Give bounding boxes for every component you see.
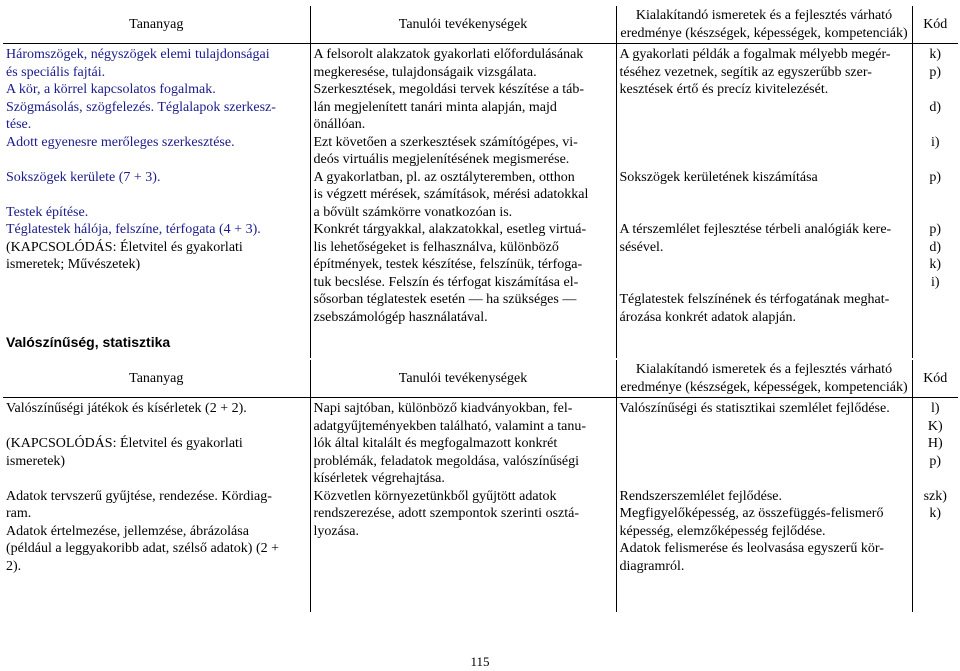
header-kod: Kód bbox=[912, 6, 958, 44]
text-line: sősorban téglatestek esetén — ha szükséges — bbox=[313, 292, 577, 307]
text-line: ismeretek) bbox=[6, 453, 66, 469]
text-line: kísérletek végrehajtása. bbox=[313, 471, 445, 486]
text-line: is végzett mérések, számítások, mérési adatokkal bbox=[313, 187, 589, 202]
header-tanuloi-tevekenysegek: Tanulói tevékenységek bbox=[310, 6, 616, 44]
text-line: diagramról. bbox=[619, 558, 685, 574]
code: H) bbox=[927, 436, 943, 451]
text-line: zsebszámológép használatával. bbox=[313, 309, 488, 325]
text-line: ram. bbox=[6, 506, 32, 521]
text-line: építmények, testek készítése, felszínük, térfoga- bbox=[313, 257, 583, 272]
curriculum-table-geometry bbox=[3, 6, 958, 358]
text-line: Valószínűségi és statisztikai szemlélet fejlődése. bbox=[619, 401, 890, 416]
table-row bbox=[3, 398, 958, 613]
text-line: Sokszögek kerületének kiszámítása bbox=[619, 169, 818, 185]
cell-tanuloi-tevekenysegek bbox=[310, 398, 616, 613]
text-line: A gyakorlatban, pl. az osztályteremben, otthon bbox=[313, 169, 575, 185]
section-title: Valószínűség, statisztika bbox=[6, 334, 171, 350]
text-line: megkeresése, tulajdonságaik vizsgálata. bbox=[313, 64, 537, 80]
code: d) bbox=[929, 239, 942, 255]
code: i) bbox=[930, 274, 940, 290]
text-line: ismeretek; Művészetek) bbox=[6, 257, 141, 272]
text-line: tuk becslése. Felszín és térfogat kiszámítása el- bbox=[313, 274, 579, 290]
text-line: (KAPCSOLÓDÁS: Életvitel és gyakorlati bbox=[6, 239, 243, 255]
code: l) bbox=[930, 401, 940, 416]
page-number: 115 bbox=[470, 654, 490, 669]
text-line: Ezt követően a szerkesztések számítógépes, vi- bbox=[313, 134, 578, 150]
header-tanuloi-tevekenysegek: Tanulói tevékenységek bbox=[310, 360, 616, 398]
text-line: problémák, feladatok megoldása, valószínűségi bbox=[313, 453, 580, 469]
header-kod: Kód bbox=[912, 360, 958, 398]
text-line: lyozása. bbox=[313, 523, 359, 539]
text-line: Téglatestek hálója, felszíne, térfogata (4 + 3). bbox=[6, 222, 261, 237]
text-line: ározása konkrét adatok alapján. bbox=[619, 309, 796, 325]
text-line: képesség, elemzőképesség fejlődése. bbox=[619, 523, 826, 539]
code: k) bbox=[929, 257, 942, 272]
header-tananyag: Tananyag bbox=[3, 360, 310, 398]
code: szk) bbox=[923, 488, 947, 504]
code: p) bbox=[929, 453, 942, 469]
text-line: Napi sajtóban, különböző kiadványokban, fel- bbox=[313, 401, 573, 416]
text-line: Adatok tervszerű gyűjtése, rendezése. Kördiag- bbox=[6, 488, 272, 504]
text-line: (KAPCSOLÓDÁS: Életvitel és gyakorlati bbox=[6, 436, 243, 451]
code: p) bbox=[929, 222, 942, 237]
text-line: deós virtuális megjelenítésének megismerése. bbox=[313, 152, 570, 167]
text-line: tése. bbox=[6, 117, 32, 132]
header-tananyag: Tananyag bbox=[3, 6, 310, 44]
text-line: 2). bbox=[6, 558, 22, 574]
text-line: sésével. bbox=[619, 239, 664, 255]
code: K) bbox=[927, 418, 943, 434]
text-line: rendszerezése, adott szempontok szerinti osztá- bbox=[313, 506, 580, 521]
text-line: Háromszögek, négyszögek elemi tulajdonságai bbox=[6, 47, 270, 62]
table-row bbox=[3, 44, 958, 359]
text-line: Szerkesztések, megoldási tervek készítése a táb- bbox=[313, 82, 585, 97]
text-line: Sokszögek kerülete (7 + 3). bbox=[6, 169, 161, 185]
text-line: A felsorolt alakzatok gyakorlati előfordulásának bbox=[313, 47, 584, 62]
text-line: Rendszerszemlélet fejlődése. bbox=[619, 488, 782, 504]
text-line: adatgyűjteményekben található, valamint a tanu- bbox=[313, 418, 587, 434]
text-line: Adott egyenesre merőleges szerkesztése. bbox=[6, 134, 235, 150]
text-line: A kör, a körrel kapcsolatos fogalmak. bbox=[6, 82, 216, 97]
text-line: lók által kitalált és megfogalmazott konkrét bbox=[313, 436, 558, 451]
text-line: A gyakorlati példák a fogalmak mélyebb megér- bbox=[619, 47, 891, 62]
text-line: Megfigyelőképesség, az összefüggés-felismerő bbox=[619, 506, 884, 521]
text-line: (például a leggyakoribb adat, szélső adatok) (2 + bbox=[6, 541, 280, 556]
code: d) bbox=[929, 99, 942, 115]
code: p) bbox=[929, 169, 942, 185]
code: p) bbox=[929, 64, 942, 80]
text-line: A térszemlélet fejlesztése térbeli analógiák kere- bbox=[619, 222, 892, 237]
text-line: a bővült számkörre vonatkozóan is. bbox=[313, 204, 513, 220]
cell-kod bbox=[912, 44, 958, 359]
cell-kialakitando-ismeretek bbox=[616, 44, 912, 359]
cell-tananyag bbox=[3, 44, 310, 359]
header-kialakitando-ismeretek: Kialakítandó ismeretek és a fejlesztés várható eredménye (készségek, képességek, kompetenciák) bbox=[616, 360, 912, 398]
code: k) bbox=[929, 47, 942, 62]
table-header-row bbox=[3, 6, 958, 44]
text-line: Valószínűségi játékok és kísérletek (2 + 2). bbox=[6, 401, 247, 416]
header-kialakitando-ismeretek: Kialakítandó ismeretek és a fejlesztés várható eredménye (készségek, képességek, kompetenciák) bbox=[616, 6, 912, 44]
text-line: önállóan. bbox=[313, 117, 366, 132]
text-line: Adatok értelmezése, jellemzése, ábrázolása bbox=[6, 523, 249, 539]
code: i) bbox=[930, 134, 940, 150]
text-line: téséhez vezetnek, segítik az egyszerűbb szer- bbox=[619, 64, 872, 80]
text-line: Testek építése. bbox=[6, 204, 89, 220]
cell-kialakitando-ismeretek bbox=[616, 398, 912, 613]
text-line: Közvetlen környezetünkből gyűjtött adatok bbox=[313, 488, 557, 504]
text-line: Téglatestek felszínének és térfogatának meghat- bbox=[619, 292, 890, 307]
cell-kod bbox=[912, 398, 958, 613]
cell-tanuloi-tevekenysegek bbox=[310, 44, 616, 359]
text-line: lán megjelenített tanári minta alapján, majd bbox=[313, 99, 557, 115]
table-header-row bbox=[3, 360, 958, 398]
cell-tananyag bbox=[3, 398, 310, 613]
text-line: Szögmásolás, szögfelezés. Téglalapok szerkesz- bbox=[6, 99, 276, 115]
code: k) bbox=[929, 506, 942, 521]
text-line: és speciális fajtái. bbox=[6, 64, 106, 80]
text-line: kesztések értő és precíz kivitelezését. bbox=[619, 82, 829, 97]
text-line: Adatok felismerése és leolvasása egyszerű kör- bbox=[619, 541, 884, 556]
curriculum-table-probability bbox=[3, 360, 958, 612]
text-line: lis lehetőségeket is felhasználva, különböző bbox=[313, 239, 559, 255]
text-line: Konkrét tárgyakkal, alakzatokkal, esetleg virtuá- bbox=[313, 222, 587, 237]
